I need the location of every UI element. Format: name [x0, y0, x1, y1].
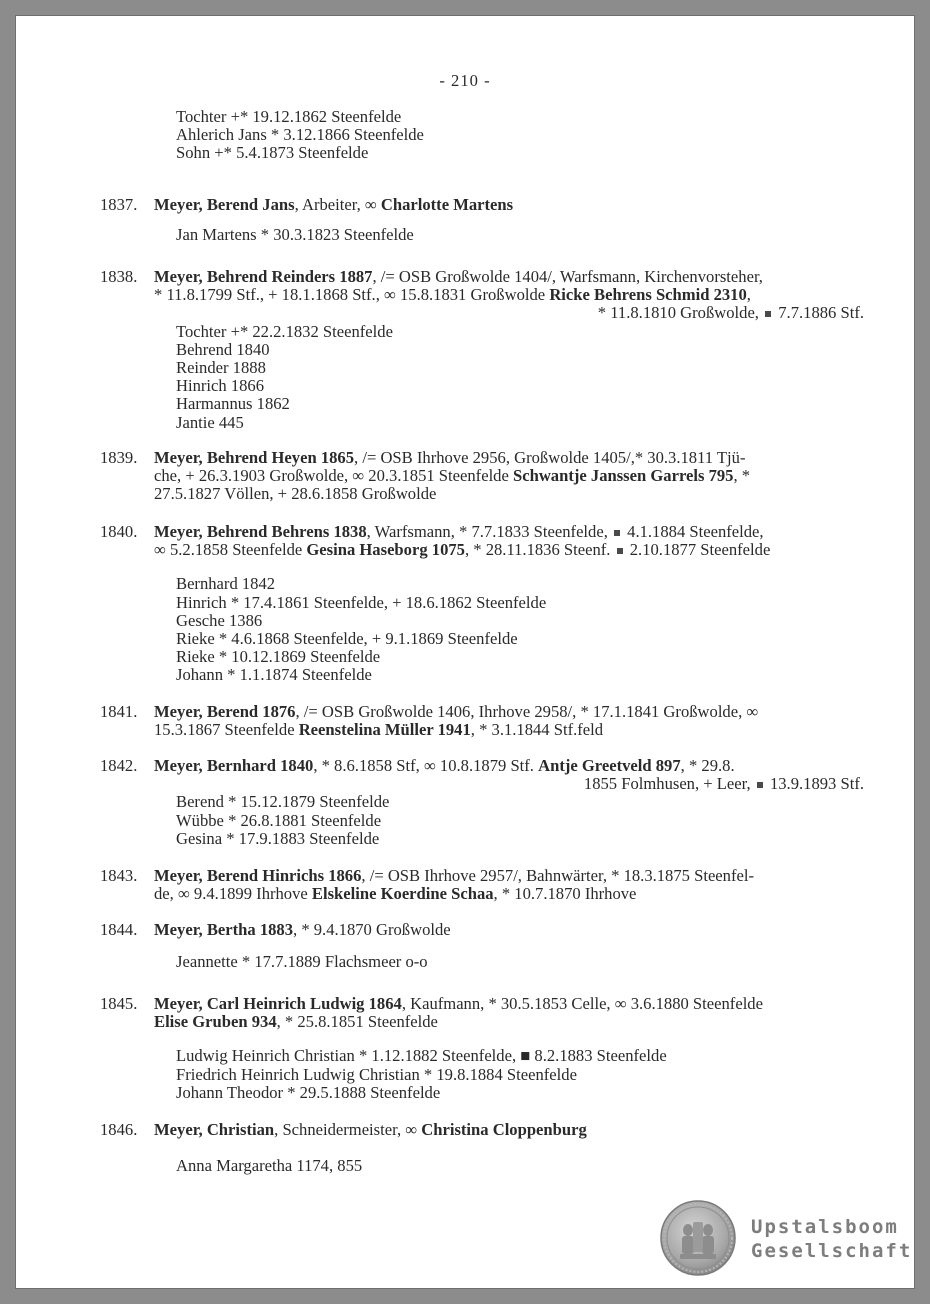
burial-square-icon	[614, 530, 620, 536]
person-name: Christina Cloppenburg	[421, 1120, 587, 1139]
entry-heading	[15, 757, 864, 793]
child-line: Reinder 1888	[176, 358, 266, 378]
child-line: Harmannus 1862	[176, 394, 290, 414]
person-name: Meyer, Bertha 1883	[154, 920, 294, 939]
child-line: Tochter +* 22.2.1832 Steenfelde	[176, 321, 393, 341]
person-name: Schwantje Janssen Garrels 795	[513, 466, 734, 486]
document-page	[15, 15, 915, 1289]
entry-number: 1846.	[100, 1120, 138, 1139]
entry-text: , *	[733, 466, 751, 486]
child-line: Friedrich Heinrich Ludwig Christian * 19.8.1884 Steenfelde	[176, 1064, 577, 1084]
entry-heading	[15, 449, 864, 504]
entry-heading	[15, 995, 864, 1031]
entry-text-line	[154, 449, 864, 467]
person-name: Meyer, Behrend Heyen 1865	[154, 448, 355, 467]
entry-text: , /= OSB Ihrhove 2957/, Bahnwärter, * 18.3.1875 Steenfel-	[361, 866, 754, 885]
entry-heading	[15, 1121, 864, 1139]
child-line: Johann Theodor * 29.5.1888 Steenfelde	[176, 1082, 441, 1102]
person-name: Charlotte Martens	[380, 195, 514, 214]
child-line: Jantie 445	[176, 412, 244, 432]
entry-number: 1843.	[100, 866, 138, 885]
person-name: Reenstelina Müller 1941	[298, 720, 471, 740]
entry-text-line	[154, 268, 864, 286]
entry-text: , /= OSB Großwolde 1406, Ihrhove 2958/, * 17.1.1841 Großwolde, ∞	[295, 702, 759, 721]
child-line: Jan Martens * 30.3.1823 Steenfelde	[176, 225, 414, 245]
entry-text-line	[154, 867, 864, 885]
person-name: Elise Gruben 934	[154, 1012, 277, 1032]
entry-text: , Warfsmann, * 7.7.1833 Steenfelde,	[366, 522, 613, 541]
entry-text: , * 9.4.1870 Großwolde	[293, 920, 451, 939]
entry-text: , * 3.1.1844 Stf.feld	[470, 720, 604, 740]
entry-heading	[15, 703, 864, 739]
person-name: Meyer, Bernhard 1840	[154, 756, 314, 775]
entry-text-line	[154, 721, 864, 739]
genealogy-entry	[15, 196, 915, 244]
entry-heading	[15, 921, 864, 939]
entry-number: 1840.	[100, 522, 138, 541]
entry-text: 4.1.1884 Steenfelde,	[623, 522, 764, 541]
entry-text: , * 10.7.1870 Ihrhove	[493, 884, 637, 904]
child-line: Hinrich 1866	[176, 376, 265, 396]
entry-text: 27.5.1827 Völlen, + 28.6.1858 Großwolde	[154, 484, 437, 504]
child-line: Anna Margaretha 1174, 855	[176, 1156, 363, 1176]
page-number: - 210 -	[439, 71, 491, 90]
entry-text: * 11.8.1799 Stf., + 18.1.1868 Stf., ∞ 15.8.1831 Großwolde	[154, 285, 550, 305]
entry-text: ∞ 5.2.1858 Steenfelde	[154, 540, 307, 560]
person-name: Meyer, Behrend Reinders 1887	[154, 267, 373, 286]
society-seal-icon	[660, 1200, 736, 1276]
entry-text-line	[154, 775, 864, 793]
entry-text-line	[154, 995, 864, 1013]
entry-text-line	[154, 286, 864, 304]
children-list	[15, 1157, 915, 1175]
entry-text: , * 8.6.1858 Stf, ∞ 10.8.1879 Stf.	[313, 756, 539, 775]
entry-text: che, + 26.3.1903 Großwolde, ∞ 20.3.1851 Steenfelde	[154, 466, 513, 486]
children-list	[15, 323, 915, 432]
entry-text-line	[154, 304, 864, 322]
person-name: Meyer, Berend 1876	[154, 702, 296, 721]
children-list	[15, 575, 915, 684]
entry-text-line	[154, 921, 864, 939]
entry-text: , Schneidermeister, ∞	[274, 1120, 422, 1139]
genealogy-entry	[15, 757, 915, 848]
entry-text: 1855 Folmhusen, + Leer,	[583, 774, 755, 794]
genealogy-entry	[15, 703, 915, 739]
entry-text: 15.3.1867 Steenfelde	[154, 720, 299, 740]
entry-text: 7.7.1886 Stf.	[774, 303, 864, 323]
society-name-line-2: Gesellschaft	[751, 1240, 913, 1262]
child-line: Tochter +* 19.12.1862 Steenfelde	[176, 107, 402, 126]
entry-text: , * 25.8.1851 Steenfelde	[276, 1012, 438, 1032]
entry-text-line	[154, 485, 864, 503]
entry-number: 1838.	[100, 267, 138, 286]
children-list	[15, 226, 915, 244]
entry-number: 1842.	[100, 756, 138, 775]
entry-text-line	[154, 885, 864, 903]
entry-text: , Kaufmann, * 30.5.1853 Celle, ∞ 3.6.1880 Steenfelde	[401, 994, 763, 1013]
burial-square-icon	[765, 311, 771, 317]
continued-children-list	[15, 108, 930, 163]
child-line: Rieke * 4.6.1868 Steenfelde, + 9.1.1869 Steenfelde	[176, 629, 518, 649]
entry-text: , /= OSB Großwolde 1404/, Warfsmann, Kirchenvorsteher,	[372, 267, 763, 286]
entry-text: , /= OSB Ihrhove 2956, Großwolde 1405/,* 30.3.1811 Tjü-	[354, 448, 746, 467]
child-line: Gesina * 17.9.1883 Steenfelde	[176, 828, 380, 848]
child-line: Johann * 1.1.1874 Steenfelde	[176, 665, 372, 685]
children-list	[15, 793, 915, 848]
children-list	[15, 1047, 915, 1102]
entry-text: * 11.8.1810 Großwolde,	[597, 303, 764, 323]
child-line: Gesche 1386	[176, 610, 263, 630]
person-name: Meyer, Christian	[154, 1120, 275, 1139]
entry-text-line	[154, 467, 864, 485]
genealogy-entry	[15, 995, 915, 1102]
entry-text-line	[154, 757, 864, 775]
entry-number: 1837.	[100, 195, 138, 214]
society-name-line-1: Upstalsboom	[751, 1216, 899, 1238]
entry-heading	[15, 867, 864, 903]
entry-number: 1845.	[100, 994, 138, 1013]
person-name: Meyer, Carl Heinrich Ludwig 1864	[154, 994, 402, 1013]
entry-text-line	[154, 196, 864, 214]
entry-text-line	[154, 1013, 864, 1031]
entry-text-line	[154, 523, 864, 541]
genealogy-entry	[15, 1121, 915, 1175]
child-line: Bernhard 1842	[176, 574, 276, 594]
entry-text-line	[154, 703, 864, 721]
entry-text: 2.10.1877 Steenfelde	[625, 540, 771, 560]
entry-number: 1841.	[100, 702, 138, 721]
child-line: Ludwig Heinrich Christian * 1.12.1882 Steenfelde, ■ 8.2.1883 Steenfelde	[176, 1046, 667, 1066]
entry-text-line	[154, 1121, 864, 1139]
entry-number: 1839.	[100, 448, 138, 467]
entry-text: de, ∞ 9.4.1899 Ihrhove	[154, 884, 312, 904]
person-name: Meyer, Behrend Behrens 1838	[154, 522, 367, 541]
children-list	[15, 953, 915, 971]
child-line: Rieke * 10.12.1869 Steenfelde	[176, 647, 381, 667]
entry-text: , * 29.8.	[680, 756, 735, 775]
child-line: Behrend 1840	[176, 339, 270, 359]
child-line: Sohn +* 5.4.1873 Steenfelde	[176, 143, 369, 163]
burial-square-icon	[617, 548, 623, 554]
genealogy-entry	[15, 449, 915, 504]
person-name: Ricke Behrens Schmid 2310	[549, 285, 747, 305]
entry-text-line	[154, 541, 864, 559]
burial-square-icon	[757, 782, 763, 788]
entry-text: 13.9.1893 Stf.	[765, 774, 864, 794]
child-line: Jeannette * 17.7.1889 Flachsmeer o-o	[176, 952, 428, 972]
genealogy-entry	[15, 867, 915, 903]
entry-text: , * 28.11.1836 Steenf.	[464, 540, 615, 560]
entry-text: ,	[746, 285, 751, 305]
genealogy-entry	[15, 921, 915, 971]
entry-number: 1844.	[100, 920, 138, 939]
person-name: Antje Greetveld 897	[538, 756, 681, 775]
entry-heading	[15, 523, 864, 559]
genealogy-entry	[15, 523, 915, 685]
page-content	[15, 15, 915, 1289]
society-name	[751, 1215, 912, 1263]
entry-heading	[15, 196, 864, 214]
entry-heading	[15, 268, 864, 323]
child-line: Wübbe * 26.8.1881 Steenfelde	[176, 810, 382, 830]
child-line: Ahlerich Jans * 3.12.1866 Steenfelde	[176, 125, 424, 145]
person-name: Meyer, Berend Jans	[154, 195, 295, 214]
child-line: Berend * 15.12.1879 Steenfelde	[176, 792, 390, 812]
person-name: Meyer, Berend Hinrichs 1866	[154, 866, 362, 885]
person-name: Gesina Haseborg 1075	[306, 540, 465, 560]
genealogy-entry	[15, 268, 915, 432]
entry-text: , Arbeiter, ∞	[294, 195, 381, 214]
child-line: Hinrich * 17.4.1861 Steenfelde, + 18.6.1862 Steenfelde	[176, 592, 547, 612]
person-name: Elskeline Koerdine Schaa	[311, 884, 494, 904]
